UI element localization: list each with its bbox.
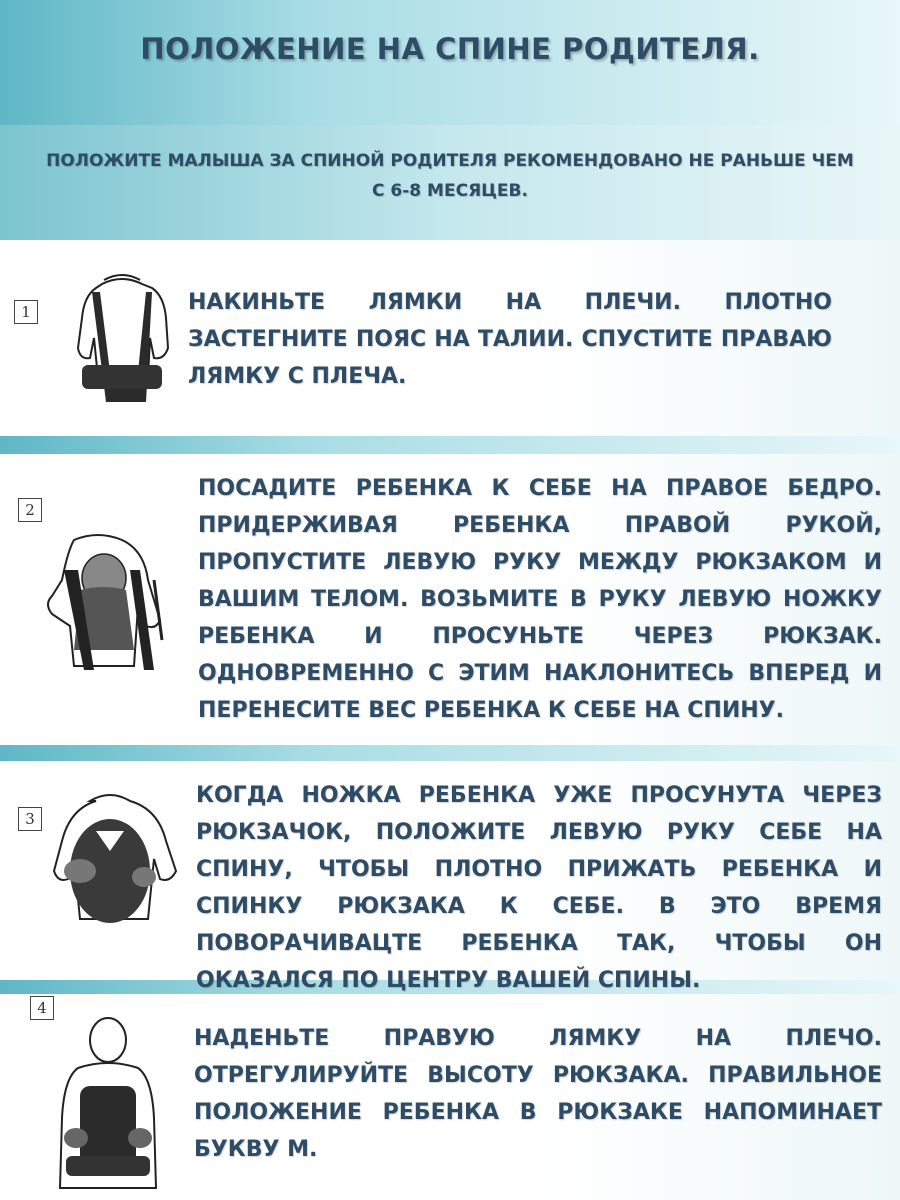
step-number-badge: 4 [30, 996, 54, 1020]
step-number-badge: 2 [18, 498, 42, 522]
page-title: ПОЛОЖЕНИЕ НА СПИНЕ РОДИТЕЛЯ. [140, 32, 760, 66]
step-2-text: ПОСАДИТЕ РЕБЕНКА К СЕБЕ НА ПРАВОЕ БЕДРО. ПРИДЕРЖИВАЯ РЕБЕНКА ПРАВОЙ РУКОЙ, ПРОПУСТИТЕ ЛЕВУЮ РУКУ МЕЖДУ РЮКЗАКОМ И ВАШИМ ТЕЛОМ. ВОЗЬМИТЕ В РУКУ ЛЕВУЮ НОЖКУ РЕБЕНКА И ПРОСУНЬТЕ ЧЕРЕЗ РЮКЗАК. ОДНОВРЕМЕННО С ЭТИМ НАКЛОНИТЕСЬ ВПЕРЕД И ПЕРЕНЕСИТЕ ВЕС РЕБЕНКА К СЕБЕ НА СПИНУ. [198, 476, 882, 723]
step-4-text: НАДЕНЬТЕ ПРАВУЮ ЛЯМКУ НА ПЛЕЧО. ОТРЕГУЛИРУЙТЕ ВЫСОТУ РЮКЗАКА. ПРАВИЛЬНОЕ ПОЛОЖЕНИЕ РЕБЕНКА В РЮКЗАКЕ НАПОМИНАЕТ БУКВУ М. [194, 1026, 882, 1162]
step-number-badge: 3 [18, 807, 42, 831]
step-3-panel [0, 761, 900, 993]
intro-text: ПОЛОЖИТЕ МАЛЫША ЗА СПИНОЙ РОДИТЕЛЯ РЕКОМЕНДОВАНО НЕ РАНЬШЕ ЧЕМ С 6-8 МЕСЯЦЕВ. [46, 151, 854, 201]
step-1-illustration [42, 270, 172, 420]
step-3-text: КОГДА НОЖКА РЕБЕНКА УЖЕ ПРОСУНУТА ЧЕРЕЗ РЮКЗАЧОК, ПОЛОЖИТЕ ЛЕВУЮ РУКУ СЕБЕ НА СПИНУ, ЧТОБЫ ПЛОТНО ПРИЖАТЬ РЕБЕНКА И СПИНКУ РЮКЗАКА К СЕБЕ. В ЭТО ВРЕМЯ ПОВОРАЧИВАЦТЕ РЕБЕНКА ТАК, ЧТОБЫ ОН ОКАЗАЛСЯ ПО ЦЕНТРУ ВАШЕЙ СПИНЫ. [196, 783, 882, 993]
step-2-panel [0, 454, 900, 745]
step-4-panel [0, 994, 900, 1200]
step-number-badge: 1 [14, 300, 38, 324]
step-4-illustration [58, 1012, 158, 1198]
step-1-text: НАКИНЬТЕ ЛЯМКИ НА ПЛЕЧИ. ПЛОТНО ЗАСТЕГНИТЕ ПОЯС НА ТАЛИИ. СПУСТИТЕ ПРАВАЮ ЛЯМКУ С ПЛЕЧА. [188, 290, 832, 389]
step-1-panel [0, 240, 900, 436]
separator-band [0, 436, 900, 454]
step-3-illustration [40, 791, 180, 941]
step-2-illustration [34, 530, 166, 686]
separator-band [0, 745, 900, 761]
